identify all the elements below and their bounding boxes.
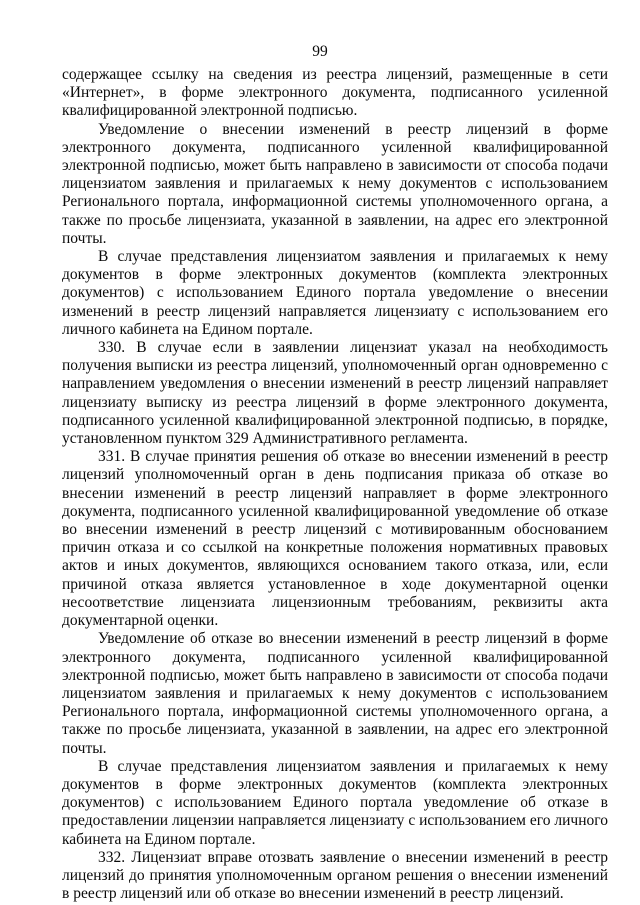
paragraph-refusal-notice-electronic: Уведомление об отказе во внесении изменений в реестр лицензий в форме электронного документа, подписанного усиленной квалифицированной электронной подписью, может быть направлено в зависимости от способа подачи лицензиатом заявления и прилагаемых к нему документов с использованием Регионального портала, информационной системы уполномоченного органа, а также по просьбе лицензиата, указанной в заявлении, на адрес его электронной почты. <box>62 630 608 757</box>
document-body <box>62 66 608 903</box>
paragraph-continuation: содержащее ссылку на сведения из реестра лицензий, размещенные в сети «Интернет», в форме электронного документа, подписанного усиленной квалифицированной электронной подписью. <box>62 66 608 120</box>
paragraph-notice-electronic: Уведомление о внесении изменений в реестр лицензий в форме электронного документа, подписанного усиленной квалифицированной электронной подписью, может быть направлено в зависимости от способа подачи лицензиатом заявления и прилагаемых к нему документов с использованием Регионального портала, информационной системы уполномоченного органа, а также по просьбе лицензиата, указанной в заявлении, на адрес его электронной почты. <box>62 120 608 247</box>
paragraph-refusal-unified-portal: В случае представления лицензиатом заявления и прилагаемых к нему документов в форме электронных документов (комплекта электронных документов) с использованием Единого портала уведомление об отказе в предоставлении лицензии направляется лицензиату с использованием его личного кабинета на Едином портале. <box>62 757 608 848</box>
paragraph-notice-unified-portal: В случае представления лицензиатом заявления и прилагаемых к нему документов в форме электронных документов (комплекта электронных документов) с использованием Единого портала уведомление о внесении изменений в реестр лицензий направляется лицензиату с использованием его личного кабинета на Едином портале. <box>62 248 608 338</box>
paragraph-item-331: 331. В случае принятия решения об отказе во внесении изменений в реестр лицензий уполномоченный орган в день подписания приказа об отказе во внесении изменений в реестр лицензий направляет в форме электронного документа, подписанного усиленной квалифицированной уведомление об отказе во внесении изменений в реестр лицензий с мотивированным обоснованием причин отказа и со ссылкой на конкретные положения нормативных правовых актов и иных документов, являющихся основанием такого отказа, или, если причиной отказа является установленное в ходе документарной оценки несоответствие лицензиата лицензионным требованиям, реквизиты акта документарной оценки. <box>62 448 608 630</box>
page-number: 99 <box>312 43 328 60</box>
paragraph-item-330: 330. В случае если в заявлении лицензиат указал на необходимость получения выписки из реестра лицензий, уполномоченный орган одновременно с направлением уведомления о внесении изменений в реестр лицензий направляет лицензиату выписку из реестра лицензий в форме электронного документа, подписанного усиленной квалифицированной электронной подписью, в порядке, установленном пунктом 329 Административного регламента. <box>62 339 608 448</box>
paragraph-item-332: 332. Лицензиат вправе отозвать заявление о внесении изменений в реестр лицензий до принятия уполномоченным органом решения о внесении изменений в реестр лицензий или об отказе во внесении изменений в реестр лицензий. <box>62 848 608 903</box>
